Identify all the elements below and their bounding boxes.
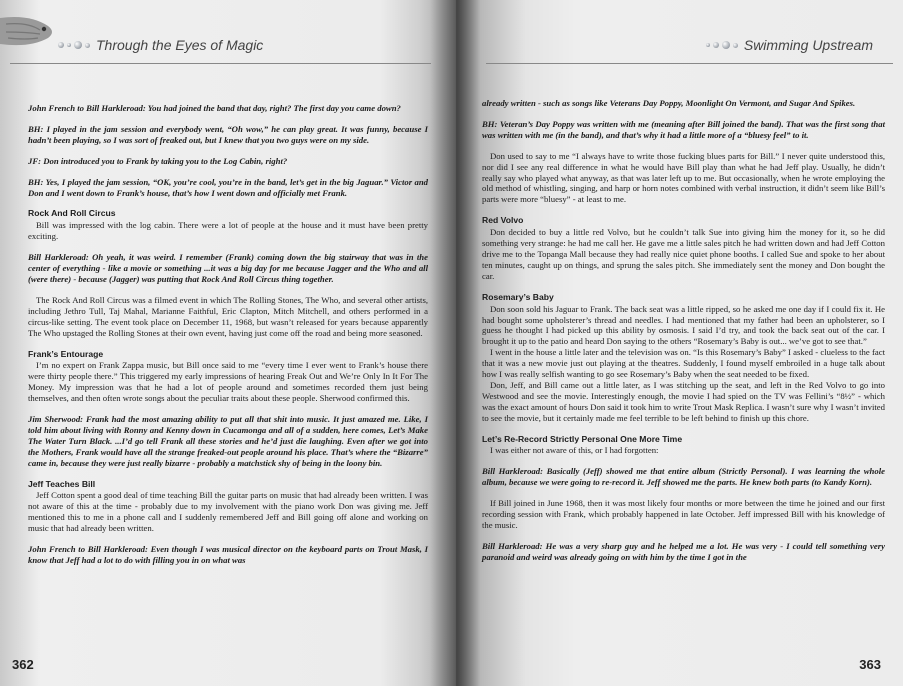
interview-quote: BH: I played in the jam session and everybody went, “Oh wow,” he can play great. It was funny, because I hadn’t been playing, so I was sort of freaked out, but I knew that you two guys were on my side.	[28, 123, 428, 145]
section-heading: Jeff Teaches Bill	[28, 478, 96, 489]
right-header-title: Swimming Upstream	[743, 37, 873, 53]
section-heading: Let’s Re-Record Strictly Personal One More Time	[482, 433, 683, 444]
right-header-rule	[486, 63, 893, 64]
interview-quote: Bill Harkleroad: Oh yeah, it was weird. I remember (Frank) coming down the big stairway that was in the center of everything - like a movie or something ...it was a big day for me because Jagger and the Who and all (were there) - because (Jagger) was putting that Rock And Roll Circus thing together.	[28, 252, 428, 284]
interview-quote: Bill Harkleroad: He was a very sharp guy and he helped me a lot. He was very - I could tell something very paranoid and weird was already going on with him by the time I got in the	[482, 540, 885, 562]
body-paragraph: Jeff Cotton spent a good deal of time teaching Bill the guitar parts on music that had already been written. I was not aware of this at the time - probably due to my involvement with the piano work Don was giving me. Jeff mentioned this to me in a phone call and I suddenly remembered Jeff and Bill going off alone and working on music that had already been written.	[28, 490, 428, 534]
bubbles-icon	[706, 41, 738, 49]
bubbles-icon	[58, 41, 90, 49]
interview-quote: John French to Bill Harkleroad: Even though I was musical director on the keyboard parts on Trout Mask, I know that Jeff had a lot to do with filling you in on what was	[28, 544, 428, 565]
body-paragraph: I was either not aware of this, or I had forgotten:	[490, 445, 659, 456]
body-paragraph: I’m no expert on Frank Zappa music, but Bill once said to me “every time I ever went to Frank’s house there were thirty people there.” This triggered my early impressions of hearing Freak Out and We’re Only In It For The Money. My impression was that he had a lot of people around and sometimes recorded them just being themselves, and then often wrote songs about the peculiar traits about these people. Sherwood confirmed this.	[28, 360, 428, 404]
left-header-rule	[10, 63, 431, 64]
body-paragraph: I went in the house a little later and the television was on. “Is this Rosemary’s Baby” I asked - clueless to the fact that it was a new movie just out playing at the theatres. Suddenly, I found myself embroiled in a huge talk about how I was really selfish wanting to go see Rosemary’s Baby when the seat needed to be fixed.	[482, 347, 885, 380]
section-heading: Rosemary’s Baby	[482, 291, 554, 302]
interview-quote: Bill Harkleroad: Basically (Jeff) showed me that entire album (Strictly Personal). I was learning the whole album, because we were going to re-record it. Jeff showed me the parts. He knew both parts (to Kandy Korn).	[482, 466, 885, 488]
right-page	[456, 0, 903, 686]
interview-quote: Jim Sherwood: Frank had the most amazing ability to put all that shit into music. It just amazed me. Like, I told him about living with Ronny and Kenny down in Cucamonga and all of a sudden, here comes, Let’s Make The Water Turn Black. ...I’d go tell Frank all these stories and he’d just die laughing. Even after we got into the Mothers, Frank would have all the strange freaked-out people around his place. That’s where the “Bizarre” came in, because they were just really bizarre - probably a matchstick shy of being in the loony bin.	[28, 414, 428, 468]
body-paragraph: Don, Jeff, and Bill came out a little later, as I was stitching up the seat, and left in the Red Volvo to go into Westwood and see the movie. Interestingly enough, the movie I had spied on the TV was Fellini’s “8½” - which was the exact amount of hours Don said it took him to write Trout Mask Replica. I wasn’t sure why I wasn’t invited to see the movie, but it certainly made me feel terrible to be left behind to finish up this chore.	[482, 379, 885, 423]
section-heading: Rock And Roll Circus	[28, 208, 116, 219]
body-paragraph: Don decided to buy a little red Volvo, but he couldn’t talk Sue into giving him the money for it, so he did something very strange: he had me call her. He gave me a little sales pitch he had written down and had Jeff Cotton drive me to the Topanga Mall because they had really nice quiet phone booths. I called Sue and spoke to her about ten minutes, caught up on things, and sprung the sales pitch. She immediately sent the money and Don bought the car.	[482, 227, 885, 281]
right-page-text	[482, 98, 885, 563]
body-paragraph: Don soon sold his Jaguar to Frank. The back seat was a little ripped, so he asked me one day if I could fix it. He had bought some upholsterer’s thread and needles. I had mentioned that my father had been an upholsterer, so I guess he thought I had picked up this ability by osmosis. I said I’d try, and took the back seat out of the car. I brought it up to the patio and heard Don saying to the others “Rosemary’s Baby is out... we’ve got to see that.”	[482, 303, 885, 347]
body-paragraph: If Bill joined in June 1968, then it was most likely four months or more between the time he joined and our first recording session with Frank, which probably happened in late October. Jeff impressed Bill with his knowledge of the music.	[482, 498, 885, 530]
section-heading: Red Volvo	[482, 215, 524, 226]
body-paragraph: Don used to say to me “I always have to write those fucking blues parts for Bill.” I never quite understood this, nor did I see any real difference in what he would have Bill play than what he had Jeff play. Usually, he didn’t really say who played what anyway, as that was later left up to me. But occasionally, when he wrote employing the old method of whistling, singing, and harp or horn notes combined with verbal instruction, it didn’t seem like Bill’s parts were more “bluesy” - at least to me.	[482, 150, 885, 205]
left-page-number: 362	[12, 657, 34, 672]
fish-icon	[0, 10, 58, 52]
interview-quote: John French to Bill Harkleroad: You had joined the band that day, right? The first day you came down?	[28, 103, 401, 113]
interview-quote: JF: Don introduced you to Frank by taking you to the Log Cabin, right?	[28, 155, 288, 166]
left-page-text	[28, 103, 428, 566]
interview-quote: BH: Yes, I played the jam session, “OK, you’re cool, you’re in the band, let’s get in the big Jaguar.” Victor and Don and I went down to Frank’s house, that’s how I went down and officially met Frank.	[28, 176, 428, 198]
body-paragraph: Bill was impressed with the log cabin. There were a lot of people at the house and it must have been pretty exciting.	[28, 220, 428, 242]
right-running-header	[700, 30, 873, 60]
interview-quote: already written - such as songs like Veterans Day Poppy, Moonlight On Vermont, and Sugar And Spikes.	[482, 98, 856, 108]
interview-quote: BH: Veteran’s Day Poppy was written with me (meaning after Bill joined the band). That was the first song that was written with me (in the band), and that’s why it had a little more of a “bluesy feel” to it.	[482, 118, 885, 140]
left-header-title: Through the Eyes of Magic	[96, 37, 264, 53]
right-page-number: 363	[859, 657, 881, 672]
section-heading: Frank’s Entourage	[28, 348, 104, 359]
left-running-header	[52, 30, 263, 60]
body-paragraph: The Rock And Roll Circus was a filmed event in which The Rolling Stones, The Who, and several other artists, including Jethro Tull, Taj Mahal, Marianne Faithful, Eric Clapton, Mitch Mitchell, and others performed in a circus-like setting. The event took place on December 11, 1968, but wasn’t released for years because apparently The Who upstaged the Rolling Stones at their own event, having just come off the road and being more seasoned.	[28, 294, 428, 338]
